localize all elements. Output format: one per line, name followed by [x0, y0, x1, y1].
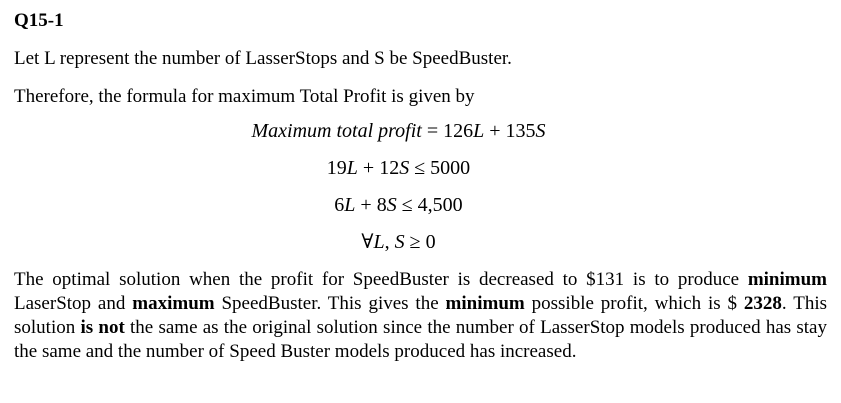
equation-nonnegativity — [14, 231, 783, 254]
math-segment: L — [473, 120, 485, 142]
conclusion-bold-minimum-1: minimum — [747, 269, 827, 290]
conclusion-text: The optimal solution when the profit for SpeedBuster is decreased to $131 is to produce — [14, 269, 748, 290]
math-segment: S — [386, 194, 397, 216]
math-segment: S — [399, 157, 410, 179]
conclusion-text: the same as the original solution since the number of LasserStop models produced has stay the same and the number of Speed Buster models produced has increased. — [14, 317, 827, 362]
equation-block — [14, 120, 827, 254]
conclusion-text: . This solution — [14, 293, 827, 338]
math-segment: S — [394, 231, 405, 253]
conclusion-bold-profit-value: 2328 — [743, 293, 782, 314]
conclusion-text: LaserStop and — [14, 293, 133, 314]
conclusion-text: SpeedBuster. This gives the — [214, 293, 446, 314]
math-segment: + 135 — [484, 120, 536, 142]
question-heading: Q15-1 — [14, 10, 64, 31]
math-segment: = 126 — [426, 120, 474, 142]
equation-constraint-2 — [14, 194, 783, 217]
intro-line-1: Let L represent the number of LasserStops and S be SpeedBuster. — [14, 48, 512, 69]
math-segment: ≤ 5000 — [409, 157, 471, 179]
math-segment: 19 — [326, 157, 347, 179]
math-segment: L — [346, 157, 358, 179]
math-segment: ≤ 4,500 — [396, 194, 463, 216]
equation-objective — [14, 120, 783, 143]
math-segment: L — [373, 231, 385, 253]
conclusion-paragraph — [14, 268, 827, 364]
math-segment: + 8 — [355, 194, 387, 216]
forall-symbol: ∀ — [361, 231, 374, 253]
math-segment: L — [344, 194, 356, 216]
intro-line-2: Therefore, the formula for maximum Total Profit is given by — [14, 86, 475, 107]
conclusion-bold-maximum: maximum — [132, 293, 215, 314]
conclusion-bold-is-not: is not — [80, 317, 125, 338]
math-segment: Maximum total profit — [251, 120, 427, 142]
conclusion-text: possible profit, which is $ — [524, 293, 744, 314]
math-segment: + 12 — [357, 157, 400, 179]
equation-constraint-1 — [14, 157, 783, 180]
conclusion-bold-minimum-2: minimum — [445, 293, 525, 314]
math-segment: , — [384, 231, 395, 253]
math-segment: S — [535, 120, 546, 142]
math-segment: 6 — [334, 194, 345, 216]
math-segment: ≥ 0 — [404, 231, 436, 253]
